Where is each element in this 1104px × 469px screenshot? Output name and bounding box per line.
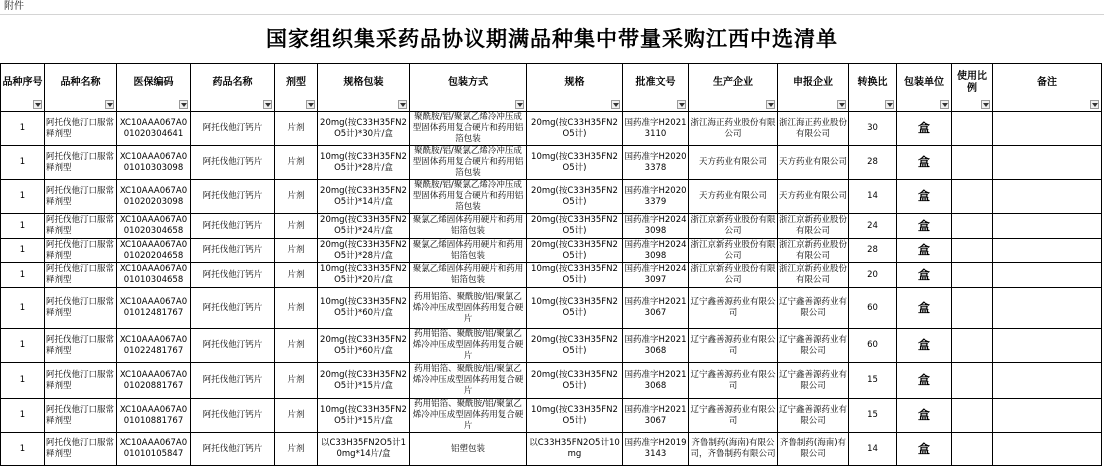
table-row	[1, 329, 1102, 363]
cell-unit: 盒	[897, 433, 952, 466]
cell-form: 片剂	[275, 214, 318, 239]
attachment-row	[0, 0, 1104, 15]
column-header-approval	[623, 64, 689, 112]
cell-approval: 国药准字H20243098	[624, 239, 687, 261]
attachment-label: 附件	[4, 1, 24, 12]
cell-ratio: 24	[849, 214, 897, 239]
cell-code: XC10AAA067A001010304658	[117, 263, 191, 288]
column-header-variety	[45, 64, 117, 112]
cell-spec: 20mg(按C33H35FN2O5计)	[527, 239, 623, 263]
cell-no: 1	[1, 112, 45, 146]
cell-approval: 国药准字H20243097	[623, 263, 689, 288]
column-header-drug	[191, 64, 275, 112]
cell-pack_spec: 10mg(按C33H35FN2O5计)*15片/盒	[318, 399, 410, 433]
cell-form: 片剂	[275, 399, 318, 433]
table-body	[1, 112, 1102, 466]
table-row	[1, 214, 1102, 239]
cell-ratio: 28	[849, 239, 897, 263]
cell-spec: 20mg(按C33H35FN2O5计)	[527, 214, 623, 239]
cell-variety: 阿托伐他汀口服常释剂型	[45, 146, 117, 180]
column-header-pack_way	[410, 64, 527, 112]
cell-variety: 阿托伐他汀口服常释剂型	[45, 180, 117, 214]
column-header-label: 包装单位	[904, 76, 944, 88]
cell-approval: 国药准字H20243098	[623, 214, 689, 239]
cell-unit: 盒	[897, 288, 952, 329]
column-header-label: 生产企业	[713, 76, 753, 88]
cell-form: 片剂	[275, 288, 318, 329]
cell-pack_way: 药用铝箔、聚酰胺/铝/聚氯乙烯冷冲压成型固体药用复合硬片	[410, 329, 527, 363]
cell-applicant: 浙江京新药业股份有限公司	[779, 239, 848, 261]
cell-code: XC10AAA067A001020203098	[117, 180, 191, 214]
cell-form: 片剂	[275, 263, 318, 288]
cell-use_ratio	[952, 239, 993, 263]
cell-note	[993, 263, 1102, 288]
cell-variety: 阿托伐他汀口服常释剂型	[45, 399, 117, 433]
cell-pack_spec: 20mg(按C33H35FN2O5计)*14片/盒	[318, 180, 410, 214]
cell-maker: 辽宁鑫善源药业有限公司	[689, 288, 778, 329]
cell-use_ratio	[952, 263, 993, 288]
column-header-use_ratio	[952, 64, 993, 112]
cell-spec: 20mg(按C33H35FN2O5计)	[527, 329, 623, 363]
cell-approval: 国药准字H20213068	[623, 329, 689, 363]
cell-use_ratio	[952, 288, 993, 329]
filter-dropdown-icon[interactable]	[398, 100, 407, 109]
cell-no: 1	[1, 329, 45, 363]
cell-drug: 阿托伐他汀钙片	[191, 329, 275, 363]
table-row	[1, 288, 1102, 329]
cell-code: XC10AAA067A001010105847	[117, 433, 191, 466]
cell-maker: 齐鲁制药(海南)有限公司，齐鲁制药有限公司	[689, 433, 778, 466]
cell-ratio: 60	[849, 329, 897, 363]
table-row	[1, 363, 1102, 399]
cell-form: 片剂	[275, 329, 318, 363]
column-header-label: 规格	[564, 76, 585, 88]
cell-no: 1	[1, 433, 45, 466]
cell-drug: 阿托伐他汀钙片	[191, 363, 275, 399]
cell-maker: 辽宁鑫善源药业有限公司	[689, 329, 778, 363]
cell-spec: 20mg(按C33H35FN2O5计)	[527, 112, 623, 146]
filter-dropdown-icon[interactable]	[940, 100, 949, 109]
cell-use_ratio	[952, 214, 993, 239]
cell-no: 1	[1, 363, 45, 399]
cell-note	[993, 239, 1102, 263]
cell-ratio: 20	[849, 263, 897, 288]
cell-ratio: 15	[849, 363, 897, 399]
table-row	[1, 263, 1102, 288]
cell-code: XC10AAA067A001020204658	[117, 239, 191, 263]
cell-variety: 阿托伐他汀口服常释剂型	[45, 214, 117, 239]
cell-drug: 阿托伐他汀钙片	[191, 239, 275, 263]
cell-no: 1	[1, 146, 45, 180]
filter-dropdown-icon[interactable]	[515, 100, 524, 109]
cell-form: 片剂	[275, 363, 318, 399]
cell-pack_spec: 10mg(按C33H35FN2O5计)*60片/盒	[318, 288, 410, 329]
cell-form: 片剂	[275, 433, 318, 466]
filter-dropdown-icon[interactable]	[677, 100, 686, 109]
column-header-form	[275, 64, 318, 112]
cell-no: 1	[1, 399, 45, 433]
column-header-applicant	[778, 64, 849, 112]
cell-form: 片剂	[275, 239, 318, 263]
cell-approval: 国药准字H20213068	[623, 363, 689, 399]
cell-variety: 阿托伐他汀口服常释剂型	[45, 263, 117, 288]
cell-approval: 国药准字H20193143	[623, 433, 689, 466]
cell-drug: 阿托伐他汀钙片	[191, 146, 275, 180]
cell-use_ratio	[952, 180, 993, 214]
cell-use_ratio	[952, 433, 993, 466]
cell-note	[993, 180, 1102, 214]
cell-pack_spec: 20mg(按C33H35FN2O5计)*24片/盒	[318, 214, 410, 239]
cell-pack_way: 铝塑包装	[410, 433, 527, 466]
filter-dropdown-icon[interactable]	[885, 100, 894, 109]
column-header-note	[993, 64, 1102, 112]
cell-variety: 阿托伐他汀口服常释剂型	[45, 363, 117, 399]
cell-pack_way: 药用铝箔、聚酰胺/铝/聚氯乙烯冷冲压成型固体药用复合硬片	[410, 399, 527, 433]
cell-approval: 国药准字H20203379	[623, 180, 689, 214]
cell-code: XC10AAA067A001020304658	[117, 214, 191, 239]
cell-unit: 盒	[897, 239, 952, 263]
cell-code: XC10AAA067A001010881767	[117, 399, 191, 433]
cell-no: 1	[1, 214, 45, 239]
column-header-no	[1, 64, 45, 112]
column-header-label: 药品名称	[212, 76, 253, 88]
cell-code: XC10AAA067A001022481767	[117, 329, 191, 363]
drug-table	[0, 63, 1102, 466]
cell-applicant: 天方药业有限公司	[778, 180, 849, 214]
cell-code: XC10AAA067A001020304641	[117, 112, 191, 146]
cell-applicant: 浙江海正药业股份有限公司	[778, 112, 849, 146]
cell-no: 1	[1, 263, 45, 288]
cell-applicant: 辽宁鑫善源药业有限公司	[778, 363, 849, 399]
cell-pack_way: 药用铝箔、聚酰胺/铝/聚氯乙烯冷冲压成型固体药用复合硬片	[410, 288, 527, 329]
cell-applicant: 辽宁鑫善源药业有限公司	[778, 399, 849, 433]
cell-code: XC10AAA067A001020881767	[117, 363, 191, 399]
cell-maker: 浙江京新药业股份有限公司	[690, 239, 776, 261]
cell-use_ratio	[952, 329, 993, 363]
cell-pack_spec: 20mg(按C33H35FN2O5计)*60片/盒	[318, 329, 410, 363]
header-row	[1, 64, 1102, 112]
filter-dropdown-icon[interactable]	[611, 100, 620, 109]
cell-drug: 阿托伐他汀钙片	[191, 399, 275, 433]
cell-variety: 阿托伐他汀口服常释剂型	[45, 433, 117, 466]
cell-unit: 盒	[897, 112, 952, 146]
cell-spec: 10mg(按C33H35FN2O5计)	[527, 288, 623, 329]
cell-pack_spec: 10mg(按C33H35FN2O5计)*20片/盒	[318, 263, 410, 288]
cell-unit: 盒	[897, 363, 952, 399]
cell-spec: 10mg(按C33H35FN2O5计)	[527, 263, 623, 288]
column-header-unit	[897, 64, 952, 112]
cell-code: XC10AAA067A001010303098	[117, 146, 191, 180]
table-row	[1, 239, 1102, 263]
cell-note	[993, 146, 1102, 180]
filter-dropdown-icon[interactable]	[105, 100, 114, 109]
cell-pack_way: 药用铝箔、聚酰胺/铝/聚氯乙烯冷冲压成型固体药用复合硬片	[410, 363, 527, 399]
cell-applicant: 辽宁鑫善源药业有限公司	[778, 329, 849, 363]
filter-dropdown-icon[interactable]	[837, 100, 846, 109]
page-title: 国家组织集采药品协议期满品种集中带量采购江西中选清单	[266, 26, 838, 51]
cell-code: XC10AAA067A001012481767	[117, 288, 191, 329]
column-header-label: 申报企业	[793, 76, 833, 88]
cell-spec: 20mg(按C33H35FN2O5计)	[527, 180, 623, 214]
cell-unit: 盒	[897, 263, 952, 288]
cell-maker: 浙江海正药业股份有限公司	[689, 112, 778, 146]
cell-unit: 盒	[897, 180, 952, 214]
cell-drug: 阿托伐他汀钙片	[191, 263, 275, 288]
cell-spec: 以C33H35FN2O5计10mg	[527, 433, 623, 466]
column-header-label: 转换比	[857, 76, 888, 88]
table-row	[1, 146, 1102, 180]
cell-use_ratio	[952, 363, 993, 399]
cell-note	[993, 399, 1102, 433]
column-header-label: 包装方式	[448, 76, 488, 88]
column-header-code	[117, 64, 191, 112]
table-row	[1, 112, 1102, 146]
cell-approval: 国药准字H20213067	[623, 399, 689, 433]
column-header-label: 批准文号	[635, 76, 676, 88]
cell-spec: 10mg(按C33H35FN2O5计)	[527, 399, 623, 433]
cell-variety: 阿托伐他汀口服常释剂型	[45, 288, 117, 329]
cell-applicant: 辽宁鑫善源药业有限公司	[778, 288, 849, 329]
cell-spec: 10mg(按C33H35FN2O5计)	[527, 146, 623, 180]
cell-form: 片剂	[275, 180, 318, 214]
cell-ratio: 15	[849, 399, 897, 433]
column-header-label: 品种名称	[60, 76, 101, 88]
cell-maker: 浙江京新药业股份有限公司	[689, 263, 778, 288]
column-header-label: 品种序号	[2, 76, 43, 88]
cell-pack_way: 聚氯乙烯固体药用硬片和药用铝箔包装	[410, 214, 527, 239]
cell-unit: 盒	[897, 214, 952, 239]
cell-ratio: 14	[849, 180, 897, 214]
cell-maker: 天方药业有限公司	[689, 180, 778, 214]
cell-note	[993, 329, 1102, 363]
cell-ratio: 60	[849, 288, 897, 329]
cell-applicant: 天方药业有限公司	[778, 146, 849, 180]
cell-drug: 阿托伐他汀钙片	[191, 112, 275, 146]
cell-no: 1	[1, 239, 45, 263]
cell-drug: 阿托伐他汀钙片	[191, 288, 275, 329]
cell-approval: 国药准字H20203378	[623, 146, 689, 180]
cell-note	[993, 363, 1102, 399]
column-header-maker	[689, 64, 778, 112]
column-header-label: 医保编码	[133, 76, 174, 88]
cell-note	[993, 214, 1102, 239]
cell-maker: 辽宁鑫善源药业有限公司	[689, 363, 778, 399]
cell-unit: 盒	[897, 329, 952, 363]
cell-pack_spec: 20mg(按C33H35FN2O5计)*15片/盒	[318, 363, 410, 399]
cell-no: 1	[1, 288, 45, 329]
cell-drug: 阿托伐他汀钙片	[191, 214, 275, 239]
column-header-label: 备注	[1037, 76, 1057, 88]
cell-drug: 阿托伐他汀钙片	[191, 180, 275, 214]
cell-no: 1	[1, 180, 45, 214]
filter-dropdown-icon[interactable]	[33, 100, 42, 109]
filter-dropdown-icon[interactable]	[263, 100, 272, 109]
cell-use_ratio	[952, 112, 993, 146]
column-header-label: 使用比例	[957, 70, 987, 94]
table-row	[1, 399, 1102, 433]
cell-use_ratio	[952, 399, 993, 433]
filter-dropdown-icon[interactable]	[306, 100, 315, 109]
column-header-pack_spec	[318, 64, 410, 112]
filter-dropdown-icon[interactable]	[179, 100, 188, 109]
cell-note	[993, 112, 1102, 146]
cell-drug: 阿托伐他汀钙片	[191, 433, 275, 466]
column-header-ratio	[849, 64, 897, 112]
cell-pack_way: 聚氯乙烯固体药用硬片和药用铝箔包装	[410, 239, 527, 263]
cell-pack_spec: 20mg(按C33H35FN2O5计)*28片/盒	[318, 239, 410, 263]
column-header-spec	[527, 64, 623, 112]
cell-pack_way: 聚酰胺/铝/聚氯乙烯冷冲压成型固体药用复合硬片和药用铝箔包装	[410, 112, 527, 146]
cell-applicant: 浙江京新药业股份有限公司	[778, 214, 849, 239]
column-header-label: 剂型	[286, 76, 306, 88]
cell-approval: 国药准字H20213110	[623, 112, 689, 146]
cell-maker: 天方药业有限公司	[689, 146, 778, 180]
cell-form: 片剂	[275, 146, 318, 180]
cell-ratio: 28	[849, 146, 897, 180]
cell-pack_way: 聚氯乙烯固体药用硬片和药用铝箔包装	[410, 263, 527, 288]
filter-dropdown-icon[interactable]	[1090, 100, 1099, 109]
table-row	[1, 180, 1102, 214]
cell-use_ratio	[952, 146, 993, 180]
cell-pack_spec: 以C33H35FN2O5计10mg*14片/盒	[318, 433, 410, 466]
cell-variety: 阿托伐他汀口服常释剂型	[45, 112, 117, 146]
filter-dropdown-icon[interactable]	[766, 100, 775, 109]
cell-ratio: 30	[849, 112, 897, 146]
cell-maker: 浙江京新药业股份有限公司	[689, 214, 778, 239]
column-header-label: 规格包装	[343, 76, 384, 88]
cell-form: 片剂	[275, 112, 318, 146]
cell-variety: 阿托伐他汀口服常释剂型	[45, 329, 117, 363]
cell-maker: 辽宁鑫善源药业有限公司	[689, 399, 778, 433]
cell-ratio: 14	[849, 433, 897, 466]
cell-pack_spec: 20mg(按C33H35FN2O5计)*30片/盒	[318, 112, 410, 146]
cell-note	[993, 433, 1102, 466]
cell-applicant: 浙江京新药业股份有限公司	[778, 263, 849, 288]
cell-spec: 20mg(按C33H35FN2O5计)	[527, 363, 623, 399]
cell-pack_way: 聚酰胺/铝/聚氯乙烯冷冲压成型固体药用复合硬片和药用铝箔包装	[410, 146, 527, 180]
filter-dropdown-icon[interactable]	[981, 100, 990, 109]
table-row	[1, 433, 1102, 466]
cell-pack_spec: 10mg(按C33H35FN2O5计)*28片/盒	[318, 146, 410, 180]
cell-variety: 阿托伐他汀口服常释剂型	[45, 239, 117, 263]
cell-unit: 盒	[897, 146, 952, 180]
cell-unit: 盒	[897, 399, 952, 433]
cell-pack_way: 聚酰胺/铝/聚氯乙烯冷冲压成型固体药用复合硬片和药用铝箔包装	[410, 180, 527, 214]
cell-applicant: 齐鲁制药(海南)有限公司	[778, 433, 849, 466]
cell-approval: 国药准字H20213067	[623, 288, 689, 329]
cell-note	[993, 288, 1102, 329]
